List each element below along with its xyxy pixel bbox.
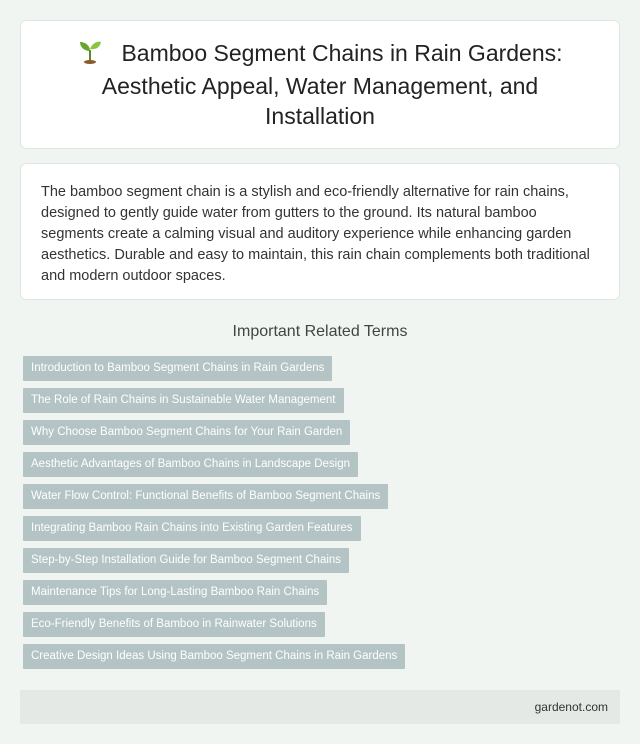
term-link[interactable]: Integrating Bamboo Rain Chains into Existing Garden Features — [23, 516, 361, 541]
page-title — [51, 38, 589, 131]
term-link[interactable]: Why Choose Bamboo Segment Chains for Your Rain Garden — [23, 420, 350, 445]
footer-site-link[interactable]: gardenot.com — [534, 700, 608, 714]
term-link[interactable]: Step-by-Step Installation Guide for Bamboo Segment Chains — [23, 548, 349, 573]
title-card — [20, 20, 620, 149]
related-terms-list — [23, 356, 620, 669]
term-link[interactable]: Introduction to Bamboo Segment Chains in Rain Gardens — [23, 356, 332, 381]
footer — [20, 690, 620, 724]
description-text: The bamboo segment chain is a stylish and eco-friendly alternative for rain chains, designed to gently guide water from gutters to the ground. Its natural bamboo segments create a calming visual and auditory experience while enhancing garden aesthetics. Durable and easy to maintain, this rain chain complements both traditional and modern outdoor spaces. — [41, 184, 590, 284]
term-link[interactable]: Water Flow Control: Functional Benefits of Bamboo Segment Chains — [23, 484, 388, 509]
related-terms-heading: Important Related Terms — [232, 323, 408, 340]
term-link[interactable]: Maintenance Tips for Long-Lasting Bamboo Rain Chains — [23, 580, 327, 605]
term-link[interactable]: Creative Design Ideas Using Bamboo Segment Chains in Rain Gardens — [23, 644, 405, 669]
description-card — [20, 163, 620, 300]
term-link[interactable]: Aesthetic Advantages of Bamboo Chains in Landscape Design — [23, 452, 358, 477]
term-link[interactable]: The Role of Rain Chains in Sustainable Water Management — [23, 388, 344, 413]
title-text: Bamboo Segment Chains in Rain Gardens: Aesthetic Appeal, Water Management, and Installation — [101, 40, 563, 129]
sprout-icon — [77, 38, 103, 71]
term-link[interactable]: Eco-Friendly Benefits of Bamboo in Rainwater Solutions — [23, 612, 325, 637]
